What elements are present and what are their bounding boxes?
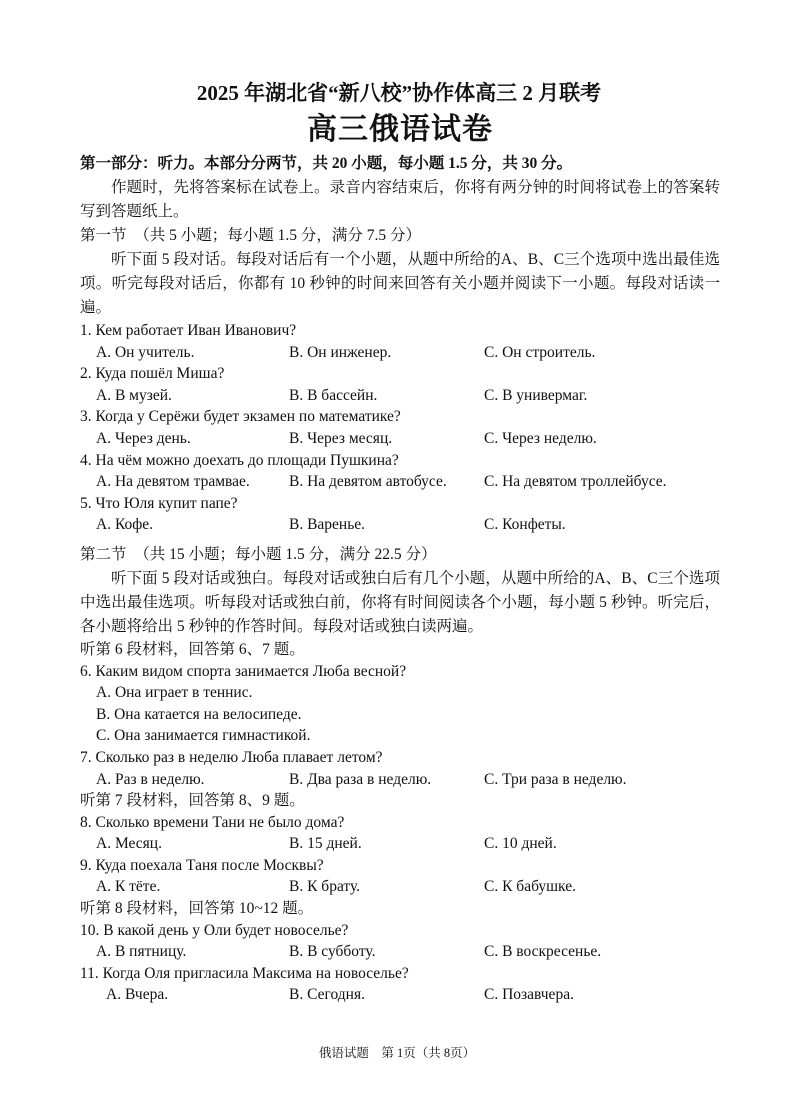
question-1 xyxy=(80,320,720,363)
part1-heading: 第一部分：听力。本部分分两节，共 20 小题，每小题 1.5 分，共 30 分。 xyxy=(80,155,573,172)
question-text: 3. Когда у Серёжи будет экзамен по математике? xyxy=(80,408,401,426)
option-b: B. Он инженер. xyxy=(289,343,392,361)
question-11 xyxy=(80,963,720,1006)
question-2 xyxy=(80,363,720,406)
option-a: A. Раз в неделю. xyxy=(96,770,205,788)
question-4 xyxy=(80,450,720,493)
options-row xyxy=(80,385,720,407)
option-c: C. В универмаг. xyxy=(484,386,588,404)
question-8 xyxy=(80,812,720,855)
question-text: 9. Куда поехала Таня после Москвы? xyxy=(80,856,324,874)
material-8-note: 听第 8 段材料，回答第 10~12 题。 xyxy=(80,900,314,918)
exam-subtitle: 高三俄语试卷 xyxy=(307,113,493,146)
options-row xyxy=(80,941,720,963)
material-7-note: 听第 7 段材料，回答第 8、9 题。 xyxy=(80,792,305,810)
options-row xyxy=(80,769,720,791)
part1-instructions: 作题时，先将答案标在试卷上。录音内容结束后，你将有两分钟的时间将试卷上的答案转写到答题纸上。 xyxy=(80,179,720,220)
option-c: C. Через неделю. xyxy=(484,429,597,447)
option-a: A. Месяц. xyxy=(96,835,162,853)
section1-heading: 第一节 （共 5 小题；每小题 1.5 分，满分 7.5 分） xyxy=(80,227,422,244)
question-text: 11. Когда Оля пригласила Максима на новоселье? xyxy=(80,964,409,982)
options-row xyxy=(80,428,720,450)
option-c: C. В воскресенье. xyxy=(484,943,602,961)
section1-instructions: 听下面 5 段对话。每段对话后有一个小题，从题中所给的A、B、C三个选项中选出最佳选项。听完每段对话后，你都有 10 秒钟的时间来回答有关小题并阅读下一小题。每段对话读一遍。 xyxy=(80,251,720,316)
option-c: C. Позавчера. xyxy=(484,986,574,1004)
option-a: A. Вчера. xyxy=(106,986,169,1004)
question-text: 4. На чём можно доехать до площади Пушкина? xyxy=(80,451,399,469)
option-a: A. Он учитель. xyxy=(96,343,195,361)
option-b: B. Сегодня. xyxy=(289,986,365,1004)
option-c: C. Конфеты. xyxy=(484,516,566,534)
option-a: A. Она играет в теннис. xyxy=(96,684,253,702)
exam-title: 2025 年湖北省“新八校”协作体高三 2 月联考 xyxy=(196,81,602,105)
question-9 xyxy=(80,855,720,898)
question-text: 1. Кем работает Иван Иванович? xyxy=(80,322,297,339)
question-text: 10. В какой день у Оли будет новоселье? xyxy=(80,921,349,939)
option-a: A. В музей. xyxy=(96,386,172,404)
option-b: B. 15 дней. xyxy=(289,835,362,853)
question-10 xyxy=(80,920,720,963)
option-b: B. На девятом автобусе. xyxy=(289,473,447,491)
option-b: B. Варенье. xyxy=(289,516,366,534)
question-text: 5. Что Юля купит папе? xyxy=(80,494,238,512)
page-footer: 俄语试题 第 1页（共 8页） xyxy=(318,1046,476,1060)
option-a: A. К тёте. xyxy=(96,878,161,896)
option-c: C. Три раза в неделю. xyxy=(484,770,627,788)
question-7 xyxy=(80,747,720,790)
option-b: B. Она катается на велосипеде. xyxy=(96,705,302,723)
question-text: 6. Каким видом спорта занимается Люба весной? xyxy=(80,662,407,680)
option-c: C. На девятом троллейбусе. xyxy=(484,473,667,491)
option-b: B. В бассейн. xyxy=(289,386,378,404)
option-a: A. Через день. xyxy=(96,429,191,447)
option-c: C. К бабушке. xyxy=(484,878,576,896)
question-text: 2. Куда пошёл Миша? xyxy=(80,365,225,383)
option-c: C. Она занимается гимнастикой. xyxy=(96,727,311,745)
option-c: C. Он строитель. xyxy=(484,343,596,361)
option-b: B. В субботу. xyxy=(289,943,376,961)
option-b: B. К брату. xyxy=(289,878,361,896)
option-a: A. На девятом трамвае. xyxy=(96,473,250,491)
question-text: 7. Сколько раз в неделю Люба плавает летом? xyxy=(80,748,383,766)
option-a: A. Кофе. xyxy=(96,516,154,534)
question-5 xyxy=(80,493,720,536)
options-row xyxy=(80,514,720,536)
option-b: B. Два раза в неделю. xyxy=(289,770,432,788)
options-row xyxy=(80,471,720,493)
options-row xyxy=(80,876,720,898)
material-6-note: 听第 6 段材料，回答第 6、7 题。 xyxy=(80,640,305,658)
option-b: B. Через месяц. xyxy=(289,429,393,447)
options-row xyxy=(80,342,720,364)
exam-page xyxy=(80,78,720,1006)
option-a: A. В пятницу. xyxy=(96,943,187,961)
question-text: 8. Сколько времени Тани не было дома? xyxy=(80,813,345,831)
option-c: C. 10 дней. xyxy=(484,835,557,853)
question-3 xyxy=(80,406,720,449)
section2-instructions: 听下面 5 段对话或独白。每段对话或独白后有几个小题，从题中所给的A、B、C三个选项中选出最佳选项。听每段对话或独白前，你将有时间阅读各个小题，每小题 5 秒钟。听完后，各小题将给出 5 秒钟的作答时间。每段对话或独白读两遍。 xyxy=(80,569,720,635)
question-6 xyxy=(80,661,720,747)
options-row xyxy=(80,984,720,1006)
section2-heading: 第二节 （共 15 小题；每小题 1.5 分，满分 22.5 分） xyxy=(80,545,437,563)
options-row xyxy=(80,833,720,855)
